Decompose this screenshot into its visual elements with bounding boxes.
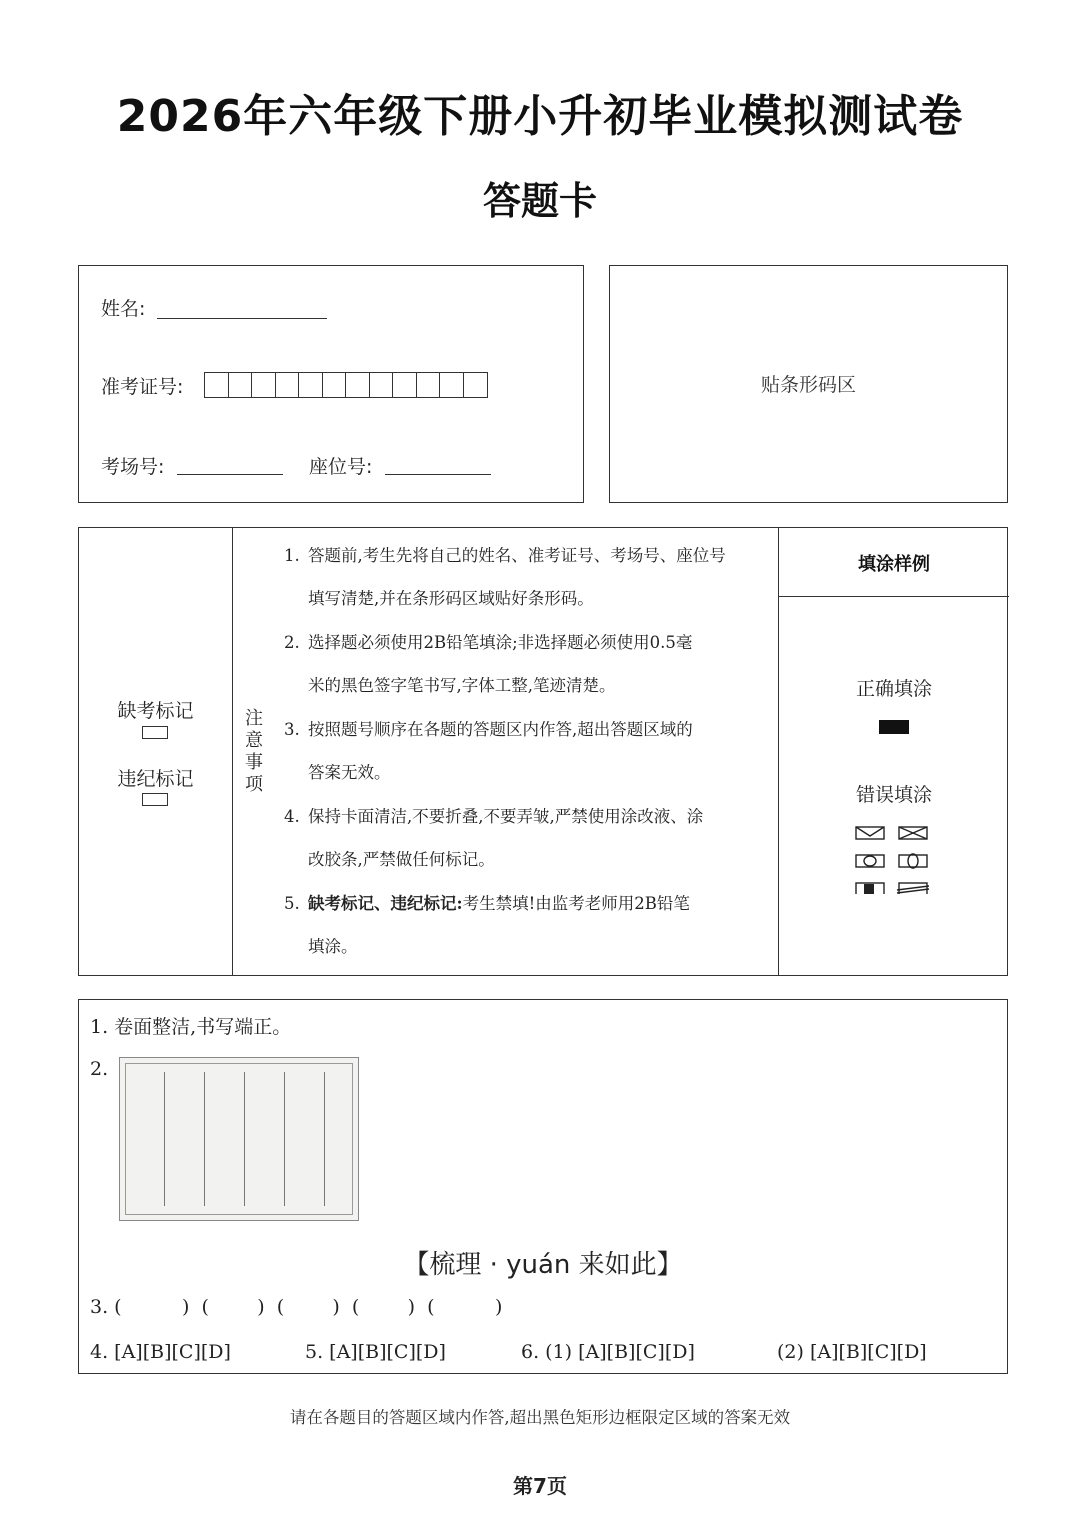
question-6-2[interactable]: (2) [A][B][C][D] [777,1341,927,1363]
notice-item-5: 5. 缺考标记、违纪标记:考生禁填!由监考老师用2B铅笔 填涂。 [284,894,690,956]
calligraphy-paper-image [119,1057,359,1221]
absent-mark-box[interactable] [142,726,168,739]
page-subtitle: 答题卡 [482,179,597,223]
name-field[interactable] [157,318,327,319]
exam-id-grid[interactable] [204,372,488,398]
barcode-label: 贴条形码区 [760,374,856,396]
page-title: 2026年六年级下册小升初毕业模拟测试卷 [116,91,964,142]
question-1: 1. 卷面整洁,书写端正。 [90,1016,292,1038]
notice-item-1: 1. 答题前,考生先将自己的姓名、准考证号、考场号、座位号 填写清楚,并在条形码区域贴好条形码。 [284,546,726,608]
notice-item-2: 2. 选择题必须使用2B铅笔填涂;非选择题必须使用0.5毫 米的黑色签字笔书写,字体工整,笔迹清楚。 [284,633,693,695]
student-info-box [78,265,584,503]
fill-sample-header [779,528,1009,597]
exam-id-label: 准考证号: [101,376,184,398]
correct-fill-mark-icon [879,720,909,734]
attention-label: 注意事项 [245,708,263,795]
footer-note: 请在各题目的答题区域内作答,超出黑色矩形边框限定区域的答案无效 [289,1408,791,1427]
answer-area [78,999,1008,1374]
wrong-fill-label: 错误填涂 [855,784,932,806]
seat-label: 座位号: [309,456,373,478]
section-heading: 【梳理 · yuán 来如此】 [403,1250,683,1280]
wrong-fill-marks-icon [854,824,934,894]
page-number: 第7页 [513,1474,567,1498]
name-label: 姓名: [101,298,146,320]
violation-mark-label: 违纪标记 [117,768,194,790]
seat-field[interactable] [385,474,491,475]
question-4[interactable]: 4. [A][B][C][D] [90,1341,231,1363]
question-5[interactable]: 5. [A][B][C][D] [305,1341,446,1363]
room-field[interactable] [177,474,283,475]
divider [232,528,233,975]
notice-item-4: 4. 保持卡面清洁,不要折叠,不要弄皱,严禁使用涂改液、涂 改胶条,严禁做任何标记。 [284,807,704,869]
fill-sample-title: 填涂样例 [858,554,930,575]
absent-mark-label: 缺考标记 [117,700,194,722]
room-label: 考场号: [101,456,165,478]
notice-box [78,527,1008,976]
notice-item-3: 3. 按照题号顺序在各题的答题区内作答,超出答题区域的 答案无效。 [284,720,693,782]
question-2: 2. [90,1058,109,1080]
question-6-1[interactable]: 6. (1) [A][B][C][D] [521,1341,695,1363]
correct-fill-label: 正确填涂 [855,678,932,700]
question-3[interactable]: 3. ( ) ( ) ( ) ( ) ( ) [90,1296,503,1318]
violation-mark-box[interactable] [142,793,168,806]
barcode-area [609,265,1008,503]
